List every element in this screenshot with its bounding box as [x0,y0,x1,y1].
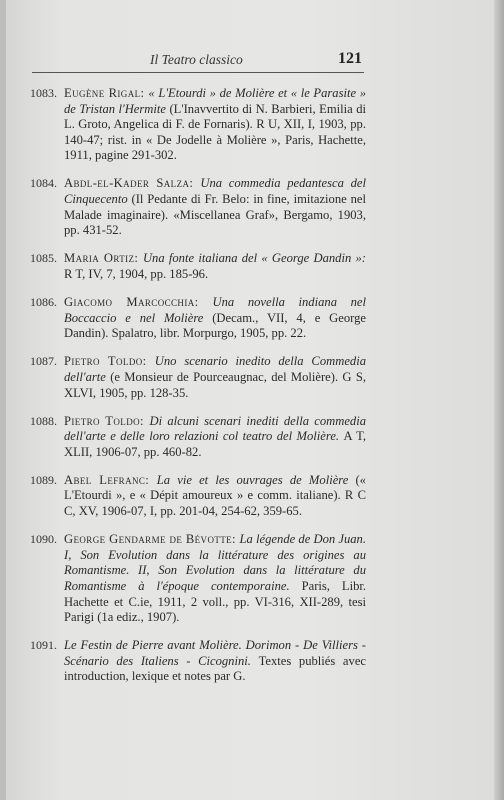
bibliography-entry [30,473,366,520]
entry-author: George Gendarme de Bévotte: [64,532,240,547]
bibliography-entry [30,176,366,238]
bibliography-entry [30,251,366,282]
entry-text: A T, XLII, 1906-07, pp. 460-82. [64,429,366,459]
entry-number: 1087. [30,354,57,369]
running-title: Il Teatro classico [150,52,243,67]
entry-title: « L'Etourdi » de Molière et « le Parasite » de Tristan l'Hermite [64,86,367,116]
bibliography-entry [30,295,366,342]
entry-number: 1090. [30,532,57,547]
entry-number: 1083. [30,86,57,100]
bibliography-entry [30,354,366,401]
page-header [32,52,364,73]
entry-author: Giacomo Marcocchia: [64,295,213,310]
entry-text: (Decam., VII, 4, e George Dandin). Spalatro, libr. Morpurgo, 1905, pp. 22. [64,310,366,341]
bibliography-entry [30,532,366,626]
page-left-edge [0,0,6,800]
entry-text: (Il Pedante di Fr. Belo: in fine, imitazione nel Malade imaginaire). «Miscellanea Graf», Bergamo, 1903, pp. 431-52. [64,192,366,238]
entry-title: Una fonte italiana del « George Dandin »: [142,251,366,266]
entry-title: Uno scenario inedito della Commedia dell'arte [64,354,366,384]
entry-title: La vie et les ouvrages de Molière [156,472,356,487]
entry-title: La légende de Don Juan. I, Son Evolution dans la littérature des origines au Romantisme. II, Son Evolution dans la littérature du Romantisme à l'époque contemporaine. [64,532,366,593]
entry-number: 1089. [30,472,57,487]
entry-author: Pietro Toldo: [64,354,155,369]
entry-author: Abel Lefranc: [64,472,157,487]
entry-text: (e Monsieur de Pourceaugnac, del Molière). G S, XLVI, 1905, pp. 128-35. [64,369,366,400]
entry-number: 1091. [30,638,57,653]
entry-title: Una commedia pedantesca del Cinquecento [64,176,366,207]
bibliography-entry [30,638,366,685]
entry-number: 1088. [30,413,57,428]
bibliography-entry [30,414,366,461]
entry-title: Le Festin de Pierre avant Molière. Dorimon - De Villiers - Scénario des Italiens - Cicognini. [64,638,366,668]
entry-text: Textes publiés avec introduction, lexique et notes par G. [64,653,367,684]
entry-author: Abdl-el-Kader Salza: [64,176,201,191]
entry-text: (L'Inavvertito di N. Barbieri, Emilia di L. Groto, Angelica di F. de Fornaris). R U, XII, I, 1903, pp. 140-47; rist. in « De Jodelle à Molière », Paris, Hachette, 1911, pagine 291-302. [64,101,366,163]
bibliography-list [30,86,366,698]
entry-author: Pietro Toldo: [64,413,150,428]
entry-text: (« L'Etourdi », e « Dépit amoureux » e comm. italiane). R C C, XV, 1906-07, I, pp. 201-04, 254-62, 359-65. [64,472,366,519]
entry-title: Di alcuni scenari inediti della commedia dell'arte e delle loro relazioni col teatro del Molière. [64,413,367,444]
entry-text: Paris, Libr. Hachette et C.ie, 1911, 2 voll., pp. VI-316, XII-289, tesi Parigi (1a ediz., 1907). [64,578,367,625]
bibliography-entry [30,86,366,164]
entry-text: R T, IV, 7, 1904, pp. 185-96. [64,266,209,281]
entry-author: Eugène Rigal: [64,86,149,100]
entry-number: 1086. [30,295,57,310]
page-right-edge [494,0,504,800]
page-number: 121 [338,50,362,67]
entry-number: 1084. [30,176,57,191]
entry-author: Maria Ortiz: [64,251,143,266]
entry-title: Una novella indiana nel Boccaccio e nel Molière [64,295,366,325]
entry-number: 1085. [30,251,57,266]
